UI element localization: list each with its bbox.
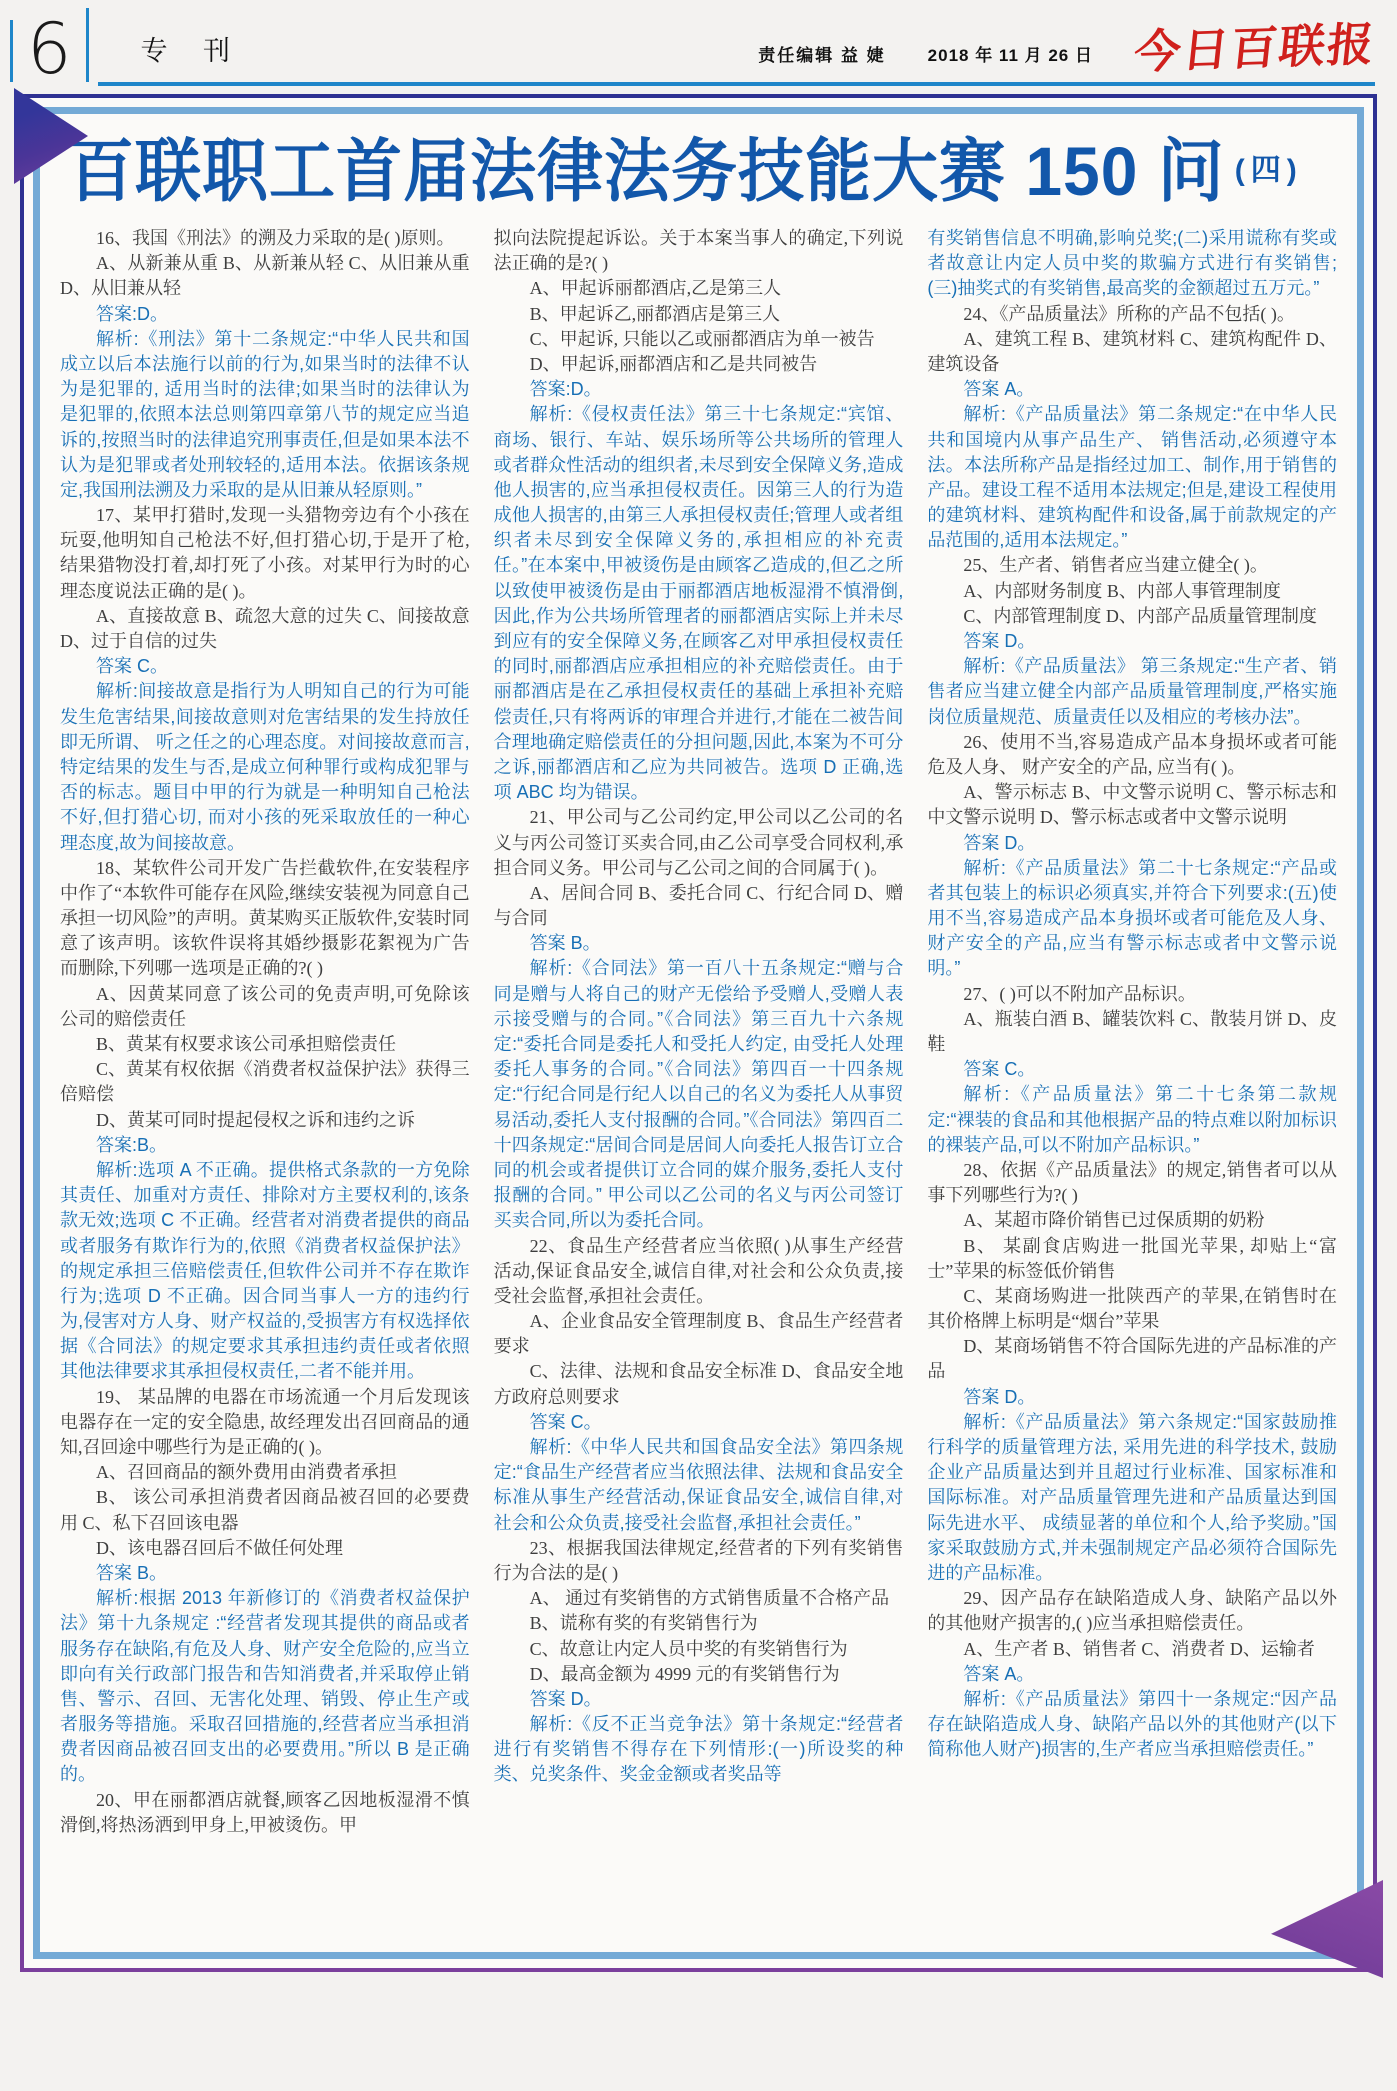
paragraph: 19、 某品牌的电器在市场流通一个月后发现该电器存在一定的安全隐患, 故经理发出召回商品的通知,召回途中哪些行为是正确的( )。: [60, 1386, 470, 1457]
paragraph: D、黄某可同时提起侵权之诉和违约之诉: [96, 1109, 415, 1130]
paragraph: 答案:D。: [529, 379, 602, 400]
paragraph: A、居间合同 B、委托合同 C、行纪合同 D、赠与合同: [493, 882, 904, 929]
paragraph: A、从新兼从重 B、从新兼从轻 C、从旧兼从重 D、从旧兼从轻: [60, 253, 470, 299]
paragraph: 答案 D。: [963, 1386, 1036, 1407]
paragraph: 答案:B。: [96, 1134, 168, 1155]
paragraph: 解析:《侵权责任法》第三十七条规定:“宾馆、商场、银行、车站、娱乐场所等公共场所的管理人或者群众性活动的组织者,未尽到安全保障义务,造成他人损害的,应当承担侵权责任。因第三人的行为造成他人损害的,由第三人承担侵权责任;管理人或者组织者未尽到安全保障义务的,承担相应的补充责任。”在本案中,甲被烫伤是由顾客乙造成的,但乙之所以致使甲被烫伤是由于丽都酒店地板湿滑不慎滑倒,因此,作为公共场所管理者的丽都酒店实际上并未尽到应有的安全保障义务,在顾客乙对甲承担侵权责任的同时,丽都酒店应承担相应的补充赔偿责任。由于丽都酒店是在乙承担侵权责任的基础上承担补充赔偿责任,只有将两诉的审理合并进行,才能在二被告间合理地确定赔偿责任的分担问题,因此,本案为不可分之诉,丽都酒店和乙应为共同被告。选项 D 正确,选项 ABC 均为错误。: [493, 404, 904, 803]
paragraph: 答案 B。: [529, 933, 601, 954]
paragraph: B、 某副食店购进一批国光苹果, 却贴上“富士”苹果的标签低价销售: [927, 1235, 1338, 1281]
masthead-logo: 今日百联报: [1131, 18, 1379, 79]
paragraph: 29、因产品存在缺陷造成人身、缺陷产品以外的其他财产损害的,( )应当承担赔偿责任。: [927, 1588, 1338, 1634]
paragraph: 23、根据我国法律规定,经营者的下列有奖销售行为合法的是( ): [493, 1537, 904, 1583]
paragraph: C、某商场购进一批陕西产的苹果,在销售时在其价格牌上标明是“烟台”苹果: [927, 1285, 1338, 1332]
header-left: [10, 7, 245, 90]
paragraph: 26、使用不当,容易造成产品本身损坏或者可能危及人身、 财产安全的产品, 应当有( )。: [927, 731, 1338, 777]
paragraph: A、警示标志 B、中文警示说明 C、警示标志和中文警示说明 D、警示标志或者中文警示说明: [927, 782, 1338, 828]
paragraph: 答案 C。: [96, 656, 168, 677]
paragraph: A、直接故意 B、疏忽大意的过失 C、间接故意 D、过于自信的过失: [60, 605, 470, 651]
paragraph: 解析:《产品质量法》第二十七条第二款规定:“裸装的食品和其他根据产品的特点难以附加标识的裸装产品,可以不附加产品标识。”: [927, 1084, 1338, 1155]
paragraph: C、故意让内定人员中奖的有奖销售行为: [529, 1638, 848, 1659]
paragraph: 答案 D。: [963, 631, 1036, 651]
paragraph: B、黄某有权要求该公司承担赔偿责任: [96, 1034, 397, 1054]
paragraph: 28、依据《产品质量法》的规定,销售者可以从事下列哪些行为?( ): [927, 1159, 1338, 1206]
column-2: [494, 226, 904, 1926]
paragraph: A、甲起诉丽都酒店,乙是第三人: [529, 278, 782, 299]
article-frame: [20, 94, 1377, 1972]
paragraph: 答案:D。: [96, 303, 168, 324]
text-columns: [56, 226, 1341, 1926]
paragraph: B、甲起诉乙,丽都酒店是第三人: [529, 303, 781, 324]
paragraph: 解析:根据 2013 年新修订的《消费者权益保护法》第十九条规定 :“经营者发现其提供的商品或者服务存在缺陷,有危及人身、财产安全危险的,应当立即向有关行政部门报告和告知消费者,并采取停止销售、警示、召回、无害化处理、销毁、停止生产或者服务等措施。采取召回措施的,经营者应当承担消费者因商品被召回支出的必要费用。”所以 B 是正确的。: [60, 1588, 470, 1785]
paragraph: 解析:《产品质量法》第二十七条规定:“产品或者其包装上的标识必须真实,并符合下列要求:(五)使用不当,容易造成产品本身损坏或者可能危及人身、财产安全的产品,应当有警示标志或者中文警示说明。”: [927, 857, 1338, 979]
left-edge-rule: [10, 20, 13, 82]
paragraph: 21、甲公司与乙公司约定,甲公司以乙公司的名义与丙公司签订买卖合同,由乙公司享受合同权利,承担合同义务。甲公司与乙公司之间的合同属于( )。: [493, 807, 904, 878]
paragraph: 解析:《刑法》第十二条规定:“中华人民共和国成立以后本法施行以前的行为,如果当时的法律不认为是犯罪的, 适用当时的法律;如果当时的法律认为是犯罪的,依照本法总则第四章第八节的规定应当追诉的,按照当时的法律追究刑事责任,但是如果本法不认为是犯罪或者处刑较轻的,适用本法。依据该条规定,我国刑法溯及力采取的是从旧兼从轻原则。”: [60, 328, 470, 500]
paragraph: 解析:《反不正当竞争法》第十条规定:“经营者进行有奖销售不得存在下列情形:(一)所设奖的种类、兑奖条件、奖金金额或者奖品等: [493, 1714, 904, 1785]
article-title: [68, 132, 1341, 210]
paragraph: 解析:《合同法》第一百八十五条规定:“赠与合同是赠与人将自己的财产无偿给予受赠人,受赠人表示接受赠与的合同。”《合同法》第三百九十六条规定:“委托合同是委托人和受托人约定, 由受托人处理委托人事务的合同。”《合同法》第四百一十四条规定:“行纪合同是行纪人以自己的名义为委托人从事贸易活动,委托人支付报酬的合同。”《合同法》第四百二十四条规定:“居间合同是居间人向委托人报告订立合同的机会或者提供订立合同的媒介服务,委托人支付报酬的合同。” 甲公司以乙公司的名义与丙公司签订买卖合同,所以为委托合同。: [493, 958, 904, 1231]
paragraph: 24、《产品质量法》所称的产品不包括( )。: [963, 303, 1295, 324]
article-part-number: (四): [1234, 154, 1303, 187]
paragraph: 答案 D。: [529, 1688, 602, 1709]
paragraph: 答案 C。: [963, 1059, 1036, 1080]
article-title-text: 百联职工首届法律法务技能大赛 150 问: [68, 132, 1225, 210]
paragraph: 拟向法院提起诉讼。关于本案当事人的确定,下列说法正确的是?( ): [493, 228, 904, 274]
paragraph: D、某商场销售不符合国际先进的产品标准的产品: [927, 1336, 1338, 1382]
paragraph: A、生产者 B、销售者 C、消费者 D、运输者: [963, 1638, 1315, 1659]
paragraph: C、法律、法规和食品安全标准 D、食品安全地方政府总则要求: [493, 1361, 904, 1407]
paragraph: 解析:间接故意是指行为人明知自己的行为可能发生危害结果,间接故意则对危害结果的发生持放任即无所谓、 听之任之的心理态度。对间接故意而言,特定结果的发生与否,是成立何种罪行或构成犯罪与否的标志。题目中甲的行为就是一种明知自己枪法不好,但打猎心切, 而对小孩的死采取放任的一种心理态度,故为间接故意。: [60, 681, 470, 853]
paragraph: 18、某软件公司开发广告拦截软件,在安装程序中作了“本软件可能存在风险,继续安装视为同意自己承担一切风险”的声明。黄某购买正版软件,安装时同意了该声明。该软件误将其婚纱摄影花絮视为广告而删除,下列哪一选项是正确的?( ): [60, 857, 470, 979]
page-number: 6: [27, 7, 72, 90]
paragraph: 25、生产者、销售者应当建立健全( )。: [963, 555, 1268, 576]
paragraph: C、内部管理制度 D、内部产品质量管理制度: [963, 605, 1317, 626]
paragraph: D、最高金额为 4999 元的有奖销售行为: [529, 1663, 840, 1684]
column-3: [927, 226, 1337, 1926]
header-right: [758, 12, 1379, 82]
page-number-divider: [86, 8, 89, 82]
paragraph: 22、食品生产经营者应当依照( )从事生产经营活动,保证食品安全,诚信自律,对社会和公众负责,接受社会监督,承担社会责任。: [493, 1235, 904, 1306]
paragraph: 答案 B。: [96, 1562, 168, 1583]
paragraph: A、因黄某同意了该公司的免责声明,可免除该公司的赔偿责任: [60, 983, 470, 1029]
paragraph: C、甲起诉, 只能以乙或丽都酒店为单一被告: [529, 328, 875, 349]
frame-gap: [24, 98, 1373, 1968]
paragraph: 解析:《产品质量法》第六条规定:“国家鼓励推行科学的质量管理方法, 采用先进的科学技术, 鼓励企业产品质量达到并且超过行业标准、国家标准和国际标准。对产品质量管理先进和产品质量达到国际先进水平、 成绩显著的单位和个人,给予奖励。”国家采取鼓励方式,并未强制规定产品必须符合国际先进的产品标准。: [927, 1411, 1338, 1583]
paragraph: 有奖销售信息不明确,影响兑奖;(二)采用谎称有奖或者故意让内定人员中奖的欺骗方式进行有奖销售;(三)抽奖式的有奖销售,最高奖的金额超过五万元。”: [927, 228, 1338, 299]
paragraph: 答案 D。: [963, 832, 1036, 853]
paragraph: 16、我国《刑法》的溯及力采取的是( )原则。: [96, 228, 455, 248]
paragraph: A、内部财务制度 B、内部人事管理制度: [963, 580, 1281, 601]
column-1: [60, 226, 470, 1926]
section-title: 专 刊: [140, 36, 245, 66]
paragraph: 答案 A。: [963, 379, 1035, 400]
paragraph: 解析:《产品质量法》第二条规定:“在中华人民共和国境内从事产品生产、 销售活动,必须遵守本法。本法所称产品是指经过加工、制作,用于销售的产品。建设工程不适用本法规定;但是,建设工程使用的建筑材料、建筑构配件和设备,属于前款规定的产品范围的,适用本法规定。”: [927, 404, 1338, 551]
paragraph: A、企业食品安全管理制度 B、食品生产经营者要求: [493, 1311, 904, 1357]
paragraph: A、召回商品的额外费用由消费者承担: [96, 1462, 397, 1483]
paragraph: C、黄某有权依据《消费者权益保护法》获得三倍赔偿: [60, 1059, 470, 1105]
paragraph: D、甲起诉,丽都酒店和乙是共同被告: [529, 353, 818, 374]
paragraph: 解析:选项 A 不正确。提供格式条款的一方免除其责任、加重对方责任、排除对方主要权利的,该条款无效;选项 C 不正确。经营者对消费者提供的商品或者服务有欺诈行为的,依照《消费者权益保护法》的规定承担三倍赔偿责任,但软件公司并不存在欺诈行为;选项 D 不正确。因合同当事人一方的违约行为,侵害对方人身、财产权益的,受损害方有权选择依据《合同法》的规定要求其承担违约责任或者依照其他法律要求其承担侵权责任,二者不能并用。: [60, 1159, 470, 1382]
paragraph: 20、甲在丽都酒店就餐,顾客乙因地板湿滑不慎滑倒,将热汤洒到甲身上,甲被烫伤。甲: [60, 1789, 470, 1835]
editor-credit: 责任编辑 益 婕: [758, 46, 886, 65]
publication-date: 2018 年 11 月 26 日: [927, 46, 1093, 65]
paragraph: A、某超市降价销售已过保质期的奶粉: [963, 1210, 1265, 1231]
paragraph: 解析:《产品质量法》 第三条规定:“生产者、销售者应当建立健全内部产品质量管理制度,严格实施岗位质量规范、质量责任以及相应的考核办法”。: [927, 656, 1338, 727]
article-body: [33, 107, 1364, 1959]
paragraph: D、该电器召回后不做任何处理: [96, 1537, 343, 1558]
paragraph: A、瓶装白酒 B、罐装饮料 C、散装月饼 D、皮鞋: [927, 1008, 1338, 1054]
paragraph: 答案 C。: [529, 1411, 602, 1432]
paragraph: 27、( )可以不附加产品标识。: [963, 983, 1196, 1004]
paragraph: B、 该公司承担消费者因商品被召回的必要费用 C、私下召回该电器: [60, 1487, 470, 1533]
page-header: [0, 0, 1397, 90]
paragraph: 解析:《产品质量法》第四十一条规定:“因产品存在缺陷造成人身、缺陷产品以外的其他财产(以下简称他人财产)损害的,生产者应当承担赔偿责任。”: [927, 1688, 1338, 1760]
paragraph: 答案 A。: [963, 1663, 1035, 1684]
paragraph: B、谎称有奖的有奖销售行为: [529, 1613, 758, 1634]
paragraph: A、建筑工程 B、建筑材料 C、建筑构配件 D、建筑设备: [927, 328, 1338, 374]
paragraph: 解析:《中华人民共和国食品安全法》第四条规定:“食品生产经营者应当依照法律、法规和食品安全标准从事生产经营活动,保证食品安全,诚信自律,对社会和公众负责,接受社会监督,承担社会责任。”: [493, 1437, 904, 1533]
paragraph: A、 通过有奖销售的方式销售质量不合格产品: [529, 1588, 890, 1609]
paragraph: 17、某甲打猎时,发现一头猎物旁边有个小孩在玩耍,他明知自己枪法不好,但打猎心切,于是开了枪,结果猎物没打着,却打死了小孩。对某甲行为时的心理态度说法正确的是( )。: [60, 505, 470, 601]
